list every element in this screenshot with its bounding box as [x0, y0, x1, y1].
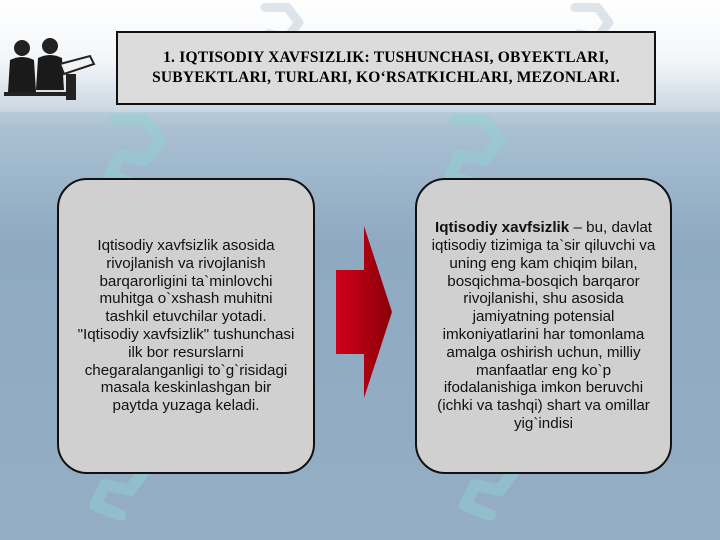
definition-body: – bu, davlat iqtisodiy tizimiga ta`sir qiluvchi va uning eng kam chiqim bilan, bosqichma-bosqich barqaror rivojlanishi, shu asosida jamiyatning potensial imkoniyatlarini har tomonlama amalga oshirish uchun, milliy manfaatlar eng ko`p ifodalanishiga imkon beruvchi (ichki va tashqi) shart va omillar yig`indisi — [431, 219, 656, 432]
slide-title: 1. IQTISODIY XAVFSIZLIK: TUSHUNCHASI, OBYEKTLARI, SUBYEKTLARI, TURLARI, KO‘RSATKICHLARI, MEZONLARI. — [152, 49, 620, 86]
people-at-desk-icon — [2, 34, 112, 106]
left-text-card — [57, 178, 315, 474]
definition-term: Iqtisodiy xavfsizlik — [435, 219, 570, 237]
right-arrow-icon — [334, 226, 394, 398]
slide-title-box — [116, 31, 656, 105]
definition-text — [431, 219, 656, 433]
left-card-text: Iqtisodiy xavfsizlik asosida rivojlanish va rivojlanish barqarorligini ta`minlovchi muhitga o`xshash muhitni tashkil etuvchilar yotadi. "Iqtisodiy xavfsizlik" tushunchasi ilk bor resurslarni chegaralanganligi to`g`risidagi masala keskinlashgan bir paytda yuzaga keladi. — [77, 237, 295, 415]
right-definition-card — [415, 178, 672, 474]
